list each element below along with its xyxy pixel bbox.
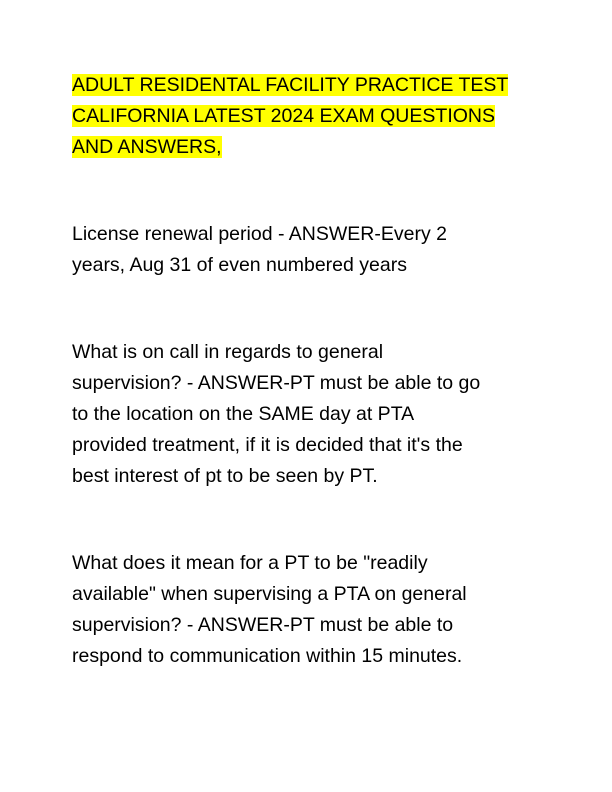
qa-readily-available bbox=[72, 548, 542, 672]
qa-2-line-3: to the location on the SAME day at PTA bbox=[72, 403, 415, 425]
qa-1-line-2: years, Aug 31 of even numbered years bbox=[72, 254, 407, 276]
qa-license-renewal bbox=[72, 219, 542, 281]
qa-2-line-4: provided treatment, if it is decided that it's the bbox=[72, 434, 463, 456]
qa-2-line-2: supervision? - ANSWER-PT must be able to go bbox=[72, 372, 481, 394]
qa-3-line-4: respond to communication within 15 minutes. bbox=[72, 645, 463, 667]
document-page bbox=[72, 70, 542, 672]
title-line-2: CALIFORNIA LATEST 2024 EXAM QUESTIONS bbox=[72, 105, 495, 127]
title-line-3: AND ANSWERS, bbox=[72, 136, 222, 158]
qa-3-line-1: What does it mean for a PT to be "readily bbox=[72, 552, 428, 574]
qa-on-call-supervision bbox=[72, 337, 542, 492]
qa-1-line-1: License renewal period - ANSWER-Every 2 bbox=[72, 223, 447, 245]
qa-2-line-1: What is on call in regards to general bbox=[72, 341, 384, 363]
document-title bbox=[72, 70, 542, 163]
title-line-1: ADULT RESIDENTAL FACILITY PRACTICE TEST bbox=[72, 74, 509, 96]
qa-3-line-2: available" when supervising a PTA on general bbox=[72, 583, 467, 605]
qa-3-line-3: supervision? - ANSWER-PT must be able to bbox=[72, 614, 454, 636]
qa-2-line-5: best interest of pt to be seen by PT. bbox=[72, 465, 378, 487]
